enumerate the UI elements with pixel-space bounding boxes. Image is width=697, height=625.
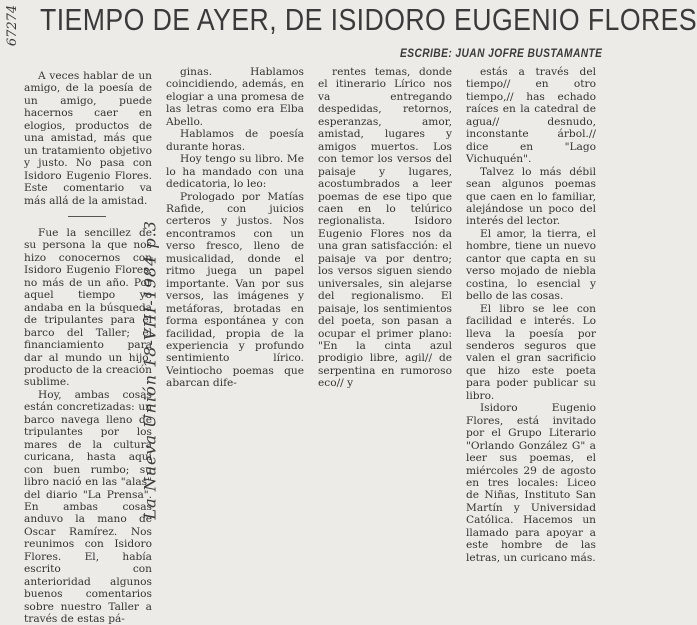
headline: TIEMPO DE AYER, DE ISIDORO EUGENIO FLORES	[40, 2, 697, 37]
byline: ESCRIBE: JUAN JOFRE BUSTAMANTE	[400, 46, 603, 60]
paragraph: Prologado por Matías Rafide, con juicios certeros y justos. Nos encontramos con un verso fresco, lleno de musicalidad, donde el ritmo juega un papel importante. Van por sus versos, las imágenes y metáforas, brotadas en forma espontánea y con facilidad, propia de la experiencia y profundo sentimiento lírico. Veintiocho poemas que abarcan dife-	[166, 190, 304, 390]
paragraph: El amor, la tierra, el hombre, tiene un nuevo cantor que capta en su verso mojado de niebla costina, lo esencial y bello de las cosas.	[466, 227, 596, 303]
paragraph: Hoy, ambas cosas están concretizadas: un barco navega lleno de tripulantes por los mares de la cultura curicana, hasta aquí con buen rumbo; su libro nació en las "alas" del diario "La Prensa". En ambas cosas anduvo la mano de Oscar Ramírez. Nos reunimos con Isidoro Flores. El, había escrito con anterioridad algunos buenos comentarios sobre nuestro Taller a través de estas pá-	[24, 388, 152, 625]
paragraph: ginas. Hablamos coincidiendo, además, en elogiar a una promesa de las letras como era Elba Abello.	[166, 66, 304, 128]
column-4	[466, 66, 596, 564]
paragraph: Fue la sencillez de su persona la que nos hizo conocernos con Isidoro Eugenio Flores, no más de un año. Por aquel tiempo yo andaba en la búsqueda de tripulantes para el barco del Taller; el financiamiento para dar al mundo un hijo, producto de la creación sublime.	[24, 226, 152, 389]
paragraph: Hablamos de poesía durante horas.	[166, 128, 304, 153]
handwritten-archive-code: 67274	[5, 4, 21, 47]
paragraph: Hoy tengo su libro. Me lo ha mandado con una dedicatoria, lo leo:	[166, 153, 304, 191]
section-divider	[68, 216, 106, 217]
handwritten-margin-note: La Nueva Unión 18-VIII-1984 p.3	[140, 220, 160, 520]
column-1	[24, 70, 152, 625]
paragraph: Talvez lo más débil sean algunos poemas que caen en lo familiar, alejándose un poco del interés del lector.	[466, 165, 596, 228]
column-3	[318, 66, 452, 534]
paragraph: estás a través del tiempo// en otro tiempo,// has echado raíces en la catedral de agua// desnudo, inconstante árbol.// dice en "Lago Vichuquén".	[466, 66, 596, 166]
paragraph: A veces hablar de un amigo, de la poesía de un amigo, puede hacernos caer en elogios, productos de una amistad, más que un tratamiento objetivo y justo. No pasa con Isidoro Eugenio Flores. Este comentario va más allá de la amistad.	[24, 70, 152, 207]
paragraph: rentes temas, donde el itinerario Lírico nos va entregando despedidas, retornos, esperanzas, amor, amistad, lugares y amigos muertos. Los con temor los versos del paisaje y lugares, acostumbrados a leer poemas de ese tipo que caen en lo telúrico regionalista. Isidoro Eugenio Flores nos da una gran satisfacción: el paisaje va por dentro; los versos siguen siendo universales, sin alejarse del regionalismo. El paisaje, los sentimientos del poeta, son pasan a ocupar el primer plano: "En la cinta azul prodigio libre, agil// de serpentina en rumoroso eco// y	[318, 66, 452, 390]
paragraph: El libro se lee con facilidad e interés. Lo lleva la poesía por senderos seguros que valen el gran sacrificio que hizo este poeta para poder publicar su libro.	[466, 302, 596, 402]
column-2	[166, 66, 304, 534]
paragraph: Isidoro Eugenio Flores, está invitado por el Grupo Literario "Orlando González G" a leer sus poemas, el miércoles 29 de agosto en tres locales: Liceo de Niñas, Instituto San Martín y Universidad Católica. Hacemos un llamado para apoyar a este hombre de las letras, un curicano más.	[466, 402, 596, 564]
